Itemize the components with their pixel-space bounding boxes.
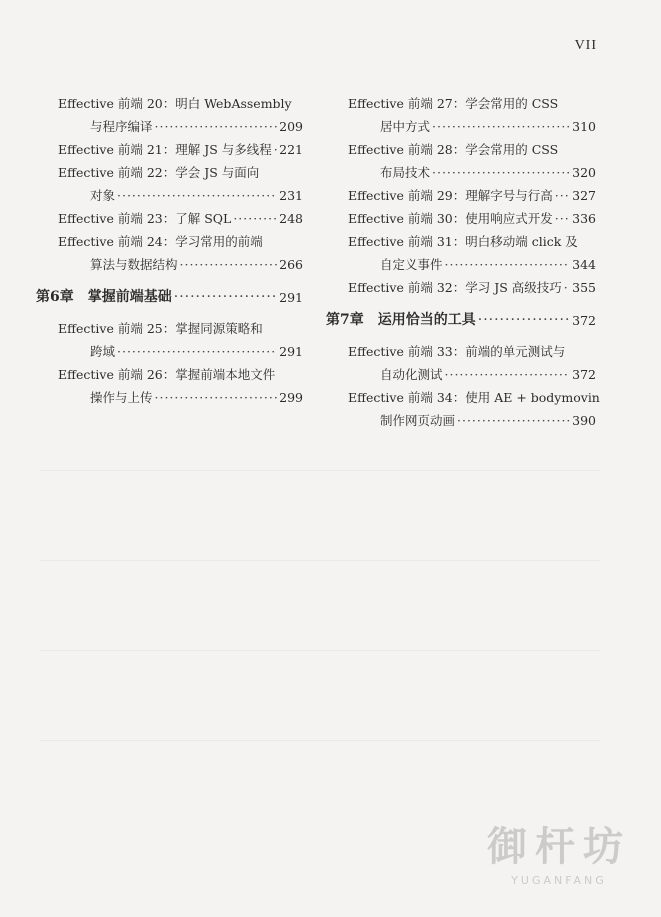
entry-page-number: 310	[572, 119, 596, 134]
bleed-through-line	[40, 470, 601, 471]
entry-page-number: 209	[279, 119, 303, 134]
entry-page-number: 344	[572, 257, 596, 272]
entry-page-number: 221	[279, 142, 303, 157]
leader-dots	[457, 409, 570, 432]
leader-dots	[180, 253, 278, 276]
entry-title: Effective 前端 33：前端的单元测试与	[348, 344, 566, 359]
entry-title: Effective 前端 21：理解 JS 与多线程	[58, 142, 272, 157]
chapter-number: 第7章	[326, 312, 364, 328]
entry-page-number: 320	[572, 165, 596, 180]
entry-page-number: 299	[279, 390, 303, 405]
entry-page-number: 248	[279, 211, 303, 226]
leader-dots	[117, 184, 277, 207]
chapter-number: 第6章	[36, 289, 74, 305]
toc-entry[interactable]	[36, 92, 303, 138]
entry-title: Effective 前端 22：学会 JS 与面向	[58, 165, 260, 180]
chapter-page-number: 291	[279, 290, 303, 305]
leader-dots	[117, 340, 277, 363]
entry-title: Effective 前端 29：理解字号与行高	[348, 188, 553, 203]
leader-dots	[478, 309, 570, 332]
chapter-title: 掌握前端基础	[87, 289, 172, 305]
leader-dots	[233, 207, 277, 230]
entry-title: Effective 前端 32：学习 JS 高级技巧	[348, 280, 562, 295]
entry-title: Effective 前端 23：了解 SQL	[58, 211, 232, 226]
leader-dots	[432, 115, 570, 138]
toc-entry[interactable]	[36, 230, 303, 276]
leader-dots	[155, 386, 278, 409]
toc-entry[interactable]	[326, 184, 596, 207]
entry-page-number: 336	[572, 211, 596, 226]
entry-page-number: 372	[572, 367, 596, 382]
bleed-through-line	[40, 650, 601, 651]
entry-title: Effective 前端 25：掌握同源策略和	[58, 321, 263, 336]
toc-entry[interactable]	[36, 138, 303, 161]
leader-dots	[564, 276, 570, 299]
entry-title-continued: 操作与上传	[90, 390, 153, 405]
leader-dots	[155, 115, 278, 138]
leader-dots	[174, 286, 277, 309]
toc-entry[interactable]	[36, 161, 303, 207]
entry-title: Effective 前端 28：学会常用的 CSS	[348, 142, 559, 157]
entry-title: Effective 前端 24：学习常用的前端	[58, 234, 263, 249]
leader-dots	[555, 184, 570, 207]
toc-entry[interactable]	[326, 92, 596, 138]
toc-entry[interactable]	[326, 340, 596, 386]
leader-dots	[274, 138, 277, 161]
entry-page-number: 291	[279, 344, 303, 359]
entry-page-number: 355	[572, 280, 596, 295]
toc-entry[interactable]	[326, 386, 600, 432]
toc-right-column	[326, 92, 600, 432]
entry-title-continued: 与程序编译	[90, 119, 153, 134]
entry-title: Effective 前端 34：使用 AE + bodymovin	[348, 390, 600, 405]
entry-title: Effective 前端 26：掌握前端本地文件	[58, 367, 276, 382]
leader-dots	[555, 207, 570, 230]
watermark-subtext: YUGANFANG	[511, 874, 607, 887]
entry-title: Effective 前端 30：使用响应式开发	[348, 211, 553, 226]
chapter-title: 运用恰当的工具	[377, 312, 476, 328]
toc-entry[interactable]	[36, 207, 303, 230]
page-number: VII	[574, 38, 597, 53]
entry-title-continued: 对象	[90, 188, 116, 203]
entry-title-continued: 算法与数据结构	[90, 257, 178, 272]
toc-entry[interactable]	[36, 363, 303, 409]
bleed-through-line	[40, 560, 601, 561]
leader-dots	[445, 363, 571, 386]
chapter-page-number: 372	[572, 313, 596, 328]
toc-entry[interactable]	[36, 317, 303, 363]
leader-dots	[432, 161, 570, 184]
watermark	[487, 815, 631, 887]
entry-title: Effective 前端 27：学会常用的 CSS	[348, 96, 559, 111]
toc-entry[interactable]	[326, 230, 596, 276]
entry-page-number: 327	[572, 188, 596, 203]
leader-dots	[445, 253, 571, 276]
toc-chapter-heading[interactable]	[326, 309, 596, 332]
entry-title: Effective 前端 20：明白 WebAssembly	[58, 96, 292, 111]
entry-title-continued: 跨域	[90, 344, 116, 359]
entry-title-continued: 自定义事件	[380, 257, 443, 272]
bleed-through-line	[40, 740, 601, 741]
toc-left-column	[36, 92, 303, 409]
entry-title-continued: 制作网页动画	[380, 413, 456, 428]
toc-chapter-heading[interactable]	[36, 286, 303, 309]
entry-page-number: 266	[279, 257, 303, 272]
toc-entry[interactable]	[326, 207, 596, 230]
toc-entry[interactable]	[326, 138, 596, 184]
entry-page-number: 231	[279, 188, 303, 203]
entry-title-continued: 居中方式	[380, 119, 431, 134]
entry-title-continued: 自动化测试	[380, 367, 443, 382]
entry-title-continued: 布局技术	[380, 165, 431, 180]
toc-entry[interactable]	[326, 276, 596, 299]
entry-title: Effective 前端 31：明白移动端 click 及	[348, 234, 578, 249]
entry-page-number: 390	[572, 413, 596, 428]
watermark-logo-text: 御杆坊	[487, 824, 631, 870]
